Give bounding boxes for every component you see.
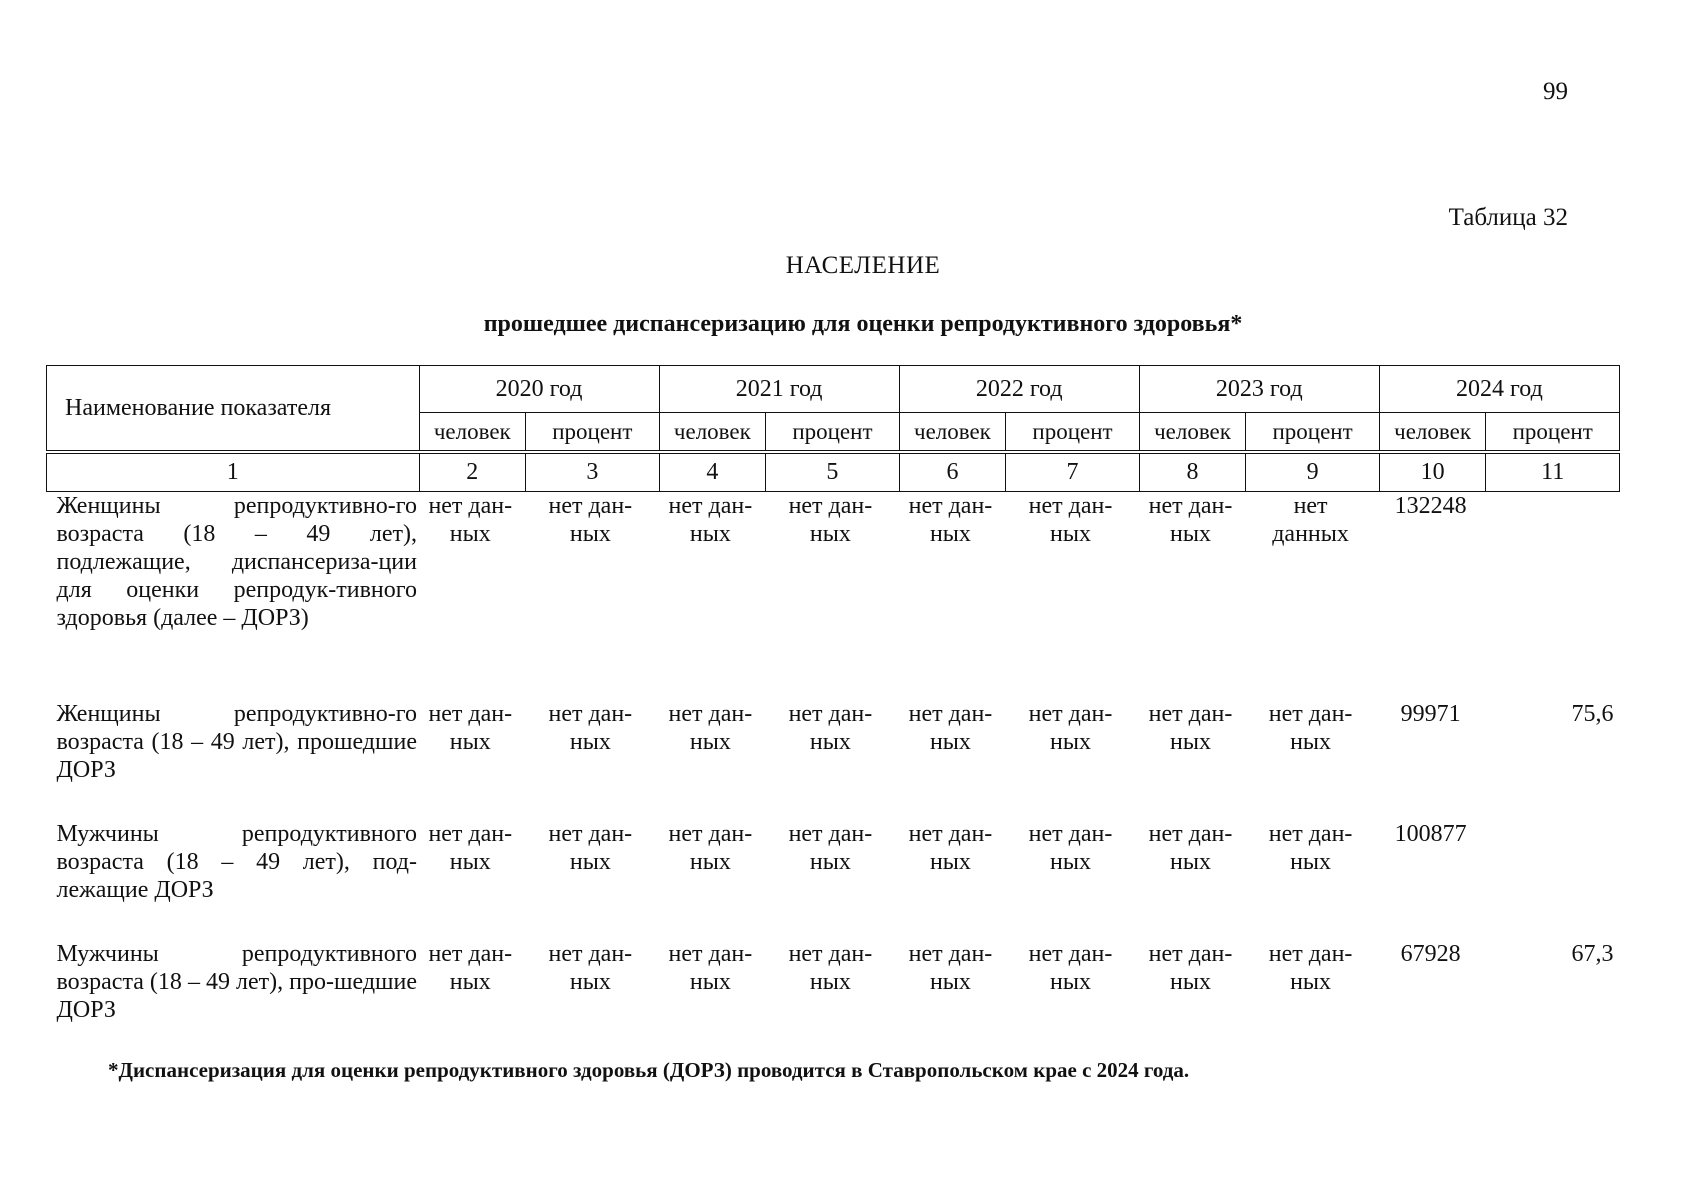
table-row bbox=[47, 940, 1620, 1024]
column-number: 7 bbox=[1006, 454, 1140, 492]
table-cell: нет дан-ных bbox=[1268, 701, 1353, 755]
table-cell: нет дан-ных bbox=[788, 493, 873, 547]
table-cell: нет дан-ных bbox=[428, 941, 513, 995]
table-cell: нет дан-ных bbox=[428, 701, 513, 755]
table-row bbox=[47, 820, 1620, 940]
table-cell bbox=[1486, 492, 1620, 701]
table-cell: нет дан-ных bbox=[668, 941, 753, 995]
table-cell: нет дан-ных bbox=[1268, 821, 1353, 875]
table-cell: 67,3 bbox=[1571, 941, 1614, 967]
row-indicator-name: Мужчины репродуктивного возраста (18 – 49 лет), под-лежащие ДОРЗ bbox=[56, 821, 417, 903]
year-header-2021: 2021 год bbox=[659, 366, 899, 413]
table-cell: нет дан-ных bbox=[908, 821, 993, 875]
table-cell: нет дан-ных bbox=[1148, 821, 1233, 875]
year-header-2022: 2022 год bbox=[899, 366, 1139, 413]
table-cell: нет дан-ных bbox=[788, 821, 873, 875]
column-number: 4 bbox=[659, 454, 766, 492]
unit-header-people: человек bbox=[419, 413, 526, 451]
year-header-2023: 2023 год bbox=[1139, 366, 1379, 413]
year-header-2024: 2024 год bbox=[1379, 366, 1619, 413]
table-cell: нет данных bbox=[1272, 493, 1349, 547]
year-header-2020: 2020 год bbox=[419, 366, 659, 413]
population-table bbox=[46, 365, 1620, 1024]
year-header-row bbox=[47, 366, 1620, 413]
table-cell: 67928 bbox=[1400, 941, 1461, 967]
table-cell: нет дан-ных bbox=[668, 493, 753, 547]
table-cell: нет дан-ных bbox=[788, 941, 873, 995]
unit-header-people: человек bbox=[659, 413, 766, 451]
table-cell: 132248 bbox=[1394, 493, 1467, 519]
table-cell: нет дан-ных bbox=[908, 941, 993, 995]
column-number: 2 bbox=[419, 454, 526, 492]
table-cell: нет дан-ных bbox=[908, 701, 993, 755]
table-cell: нет дан-ных bbox=[1148, 493, 1233, 547]
table-cell: нет дан-ных bbox=[548, 821, 633, 875]
unit-header-people: человек bbox=[899, 413, 1006, 451]
table-cell: нет дан-ных bbox=[1028, 941, 1113, 995]
column-number-row bbox=[47, 454, 1620, 492]
column-number: 1 bbox=[47, 454, 420, 492]
column-number: 10 bbox=[1379, 454, 1486, 492]
table-cell: нет дан-ных bbox=[548, 941, 633, 995]
table-cell: нет дан-ных bbox=[548, 493, 633, 547]
footnote: *Диспансеризация для оценки репродуктивного здоровья (ДОРЗ) проводится в Ставропольском крае с 2024 года. bbox=[108, 1058, 1190, 1082]
table-cell: нет дан-ных bbox=[668, 701, 753, 755]
unit-header-people: человек bbox=[1139, 413, 1246, 451]
page-number: 99 bbox=[1543, 78, 1568, 105]
table-cell: нет дан-ных bbox=[548, 701, 633, 755]
column-number: 6 bbox=[899, 454, 1006, 492]
table-cell: 99971 bbox=[1400, 701, 1461, 727]
unit-header-percent: процент bbox=[766, 413, 900, 451]
table-cell: нет дан-ных bbox=[1028, 701, 1113, 755]
table-cell: 75,6 bbox=[1571, 701, 1614, 727]
table-row bbox=[47, 492, 1620, 701]
column-number: 3 bbox=[526, 454, 660, 492]
indicator-name-header: Наименование показателя bbox=[47, 366, 420, 451]
table-cell: нет дан-ных bbox=[1268, 941, 1353, 995]
table-cell: нет дан-ных bbox=[788, 701, 873, 755]
table-cell: 100877 bbox=[1394, 821, 1467, 847]
column-number: 8 bbox=[1139, 454, 1246, 492]
row-indicator-name: Женщины репродуктивно-го возраста (18 – 49 лет), прошедшие ДОРЗ bbox=[56, 701, 417, 783]
table-cell: нет дан-ных bbox=[1148, 941, 1233, 995]
row-indicator-name: Мужчины репродуктивного возраста (18 – 49 лет), про-шедшие ДОРЗ bbox=[56, 941, 417, 1023]
unit-header-percent: процент bbox=[1006, 413, 1140, 451]
column-number: 9 bbox=[1246, 454, 1380, 492]
unit-header-people: человек bbox=[1379, 413, 1486, 451]
table-cell: нет дан-ных bbox=[428, 821, 513, 875]
unit-header-percent: процент bbox=[1246, 413, 1380, 451]
unit-header-percent: процент bbox=[526, 413, 660, 451]
table-number: Таблица 32 bbox=[1448, 204, 1568, 231]
table-cell: нет дан-ных bbox=[1028, 821, 1113, 875]
table-cell: нет дан-ных bbox=[1148, 701, 1233, 755]
table-cell bbox=[1486, 820, 1620, 940]
column-number: 11 bbox=[1486, 454, 1620, 492]
table-row bbox=[47, 700, 1620, 820]
row-indicator-name: Женщины репродуктивно-го возраста (18 – 49 лет), подлежащие, диспансериза-ции для оценки репродук-тивного здоровья (далее – ДОРЗ) bbox=[56, 493, 417, 631]
column-number: 5 bbox=[766, 454, 900, 492]
unit-header-percent: процент bbox=[1486, 413, 1620, 451]
table-cell: нет дан-ных bbox=[668, 821, 753, 875]
table-title: НАСЕЛЕНИЕ bbox=[785, 252, 941, 279]
table-subtitle: прошедшее диспансеризацию для оценки репродуктивного здоровья* bbox=[483, 311, 1243, 337]
table-cell: нет дан-ных bbox=[428, 493, 513, 547]
table-cell: нет дан-ных bbox=[908, 493, 993, 547]
table-cell: нет дан-ных bbox=[1028, 493, 1113, 547]
